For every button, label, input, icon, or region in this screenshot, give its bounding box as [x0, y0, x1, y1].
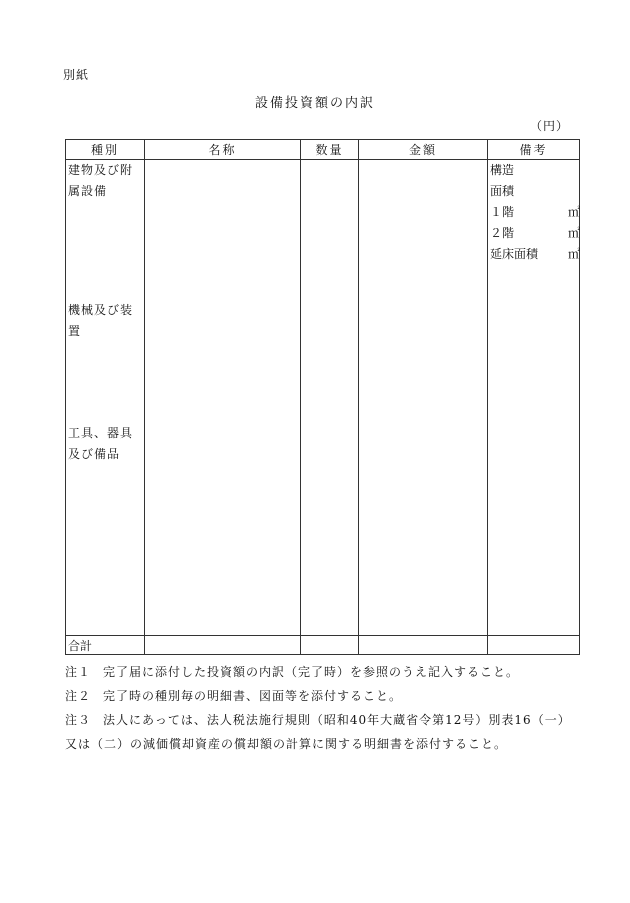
header-name: 名称 [145, 140, 301, 160]
note-2: 注２ 完了時の種別毎の明細書、図面等を添付すること。 [65, 689, 403, 703]
category-tools: 工具、器具 及び備品 [68, 426, 134, 461]
category-buildings: 建物及び附 属設備 [68, 163, 134, 198]
notes [65, 660, 580, 756]
total-amount-cell [359, 636, 488, 655]
header-quantity: 数量 [301, 140, 359, 160]
header-amount: 金額 [359, 140, 488, 160]
table-header-row [66, 140, 580, 160]
note-1: 注１ 完了届に添付した投資額の内訳（完了時）を参照のうえ記入すること。 [65, 665, 520, 679]
header-category: 種別 [66, 140, 145, 160]
total-name-cell [145, 636, 301, 655]
page-title: 設備投資額の内訳 [254, 96, 375, 111]
name-column [145, 160, 301, 636]
table-body-row [66, 160, 580, 636]
total-label: 合計 [66, 636, 145, 655]
attachment-label: 別紙 [63, 68, 90, 82]
category-column [66, 160, 145, 636]
investment-breakdown-table [65, 139, 580, 655]
header-remarks: 備考 [488, 140, 580, 160]
quantity-column [301, 160, 359, 636]
amount-column [359, 160, 488, 636]
total-quantity-cell [301, 636, 359, 655]
note-3: 注３ 法人にあっては、法人税法施行規則（昭和40年大蔵省令第12号）別表16（一）又は（二）の減価償却資産の償却額の計算に関する明細書を添付すること。 [65, 713, 571, 751]
currency-unit: （円） [530, 119, 570, 133]
remarks-column: 構造 面積 １階 ㎡ ２階 ㎡ 延床面積 ㎡ [488, 160, 580, 636]
total-remarks-cell [488, 636, 580, 655]
total-row [66, 636, 580, 655]
category-machinery: 機械及び装 置 [68, 303, 134, 338]
